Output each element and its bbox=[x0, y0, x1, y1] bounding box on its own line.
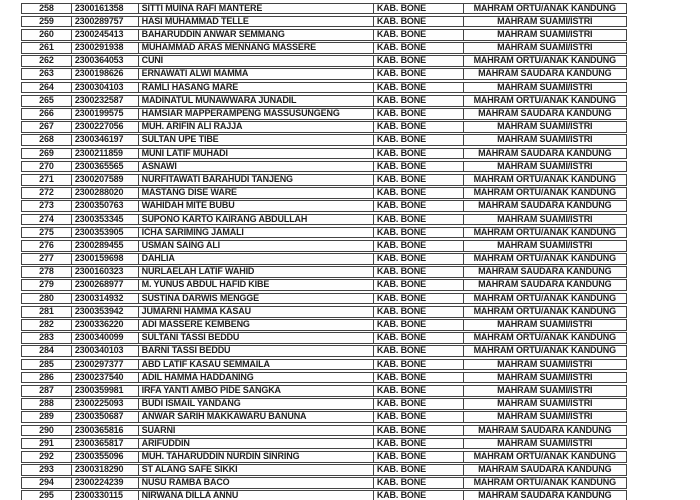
table-row bbox=[21, 108, 627, 120]
cell-person-name: SUARNI bbox=[139, 426, 374, 436]
cell-mahram-type: MAHRAM SUAMI/ISTRI bbox=[497, 29, 593, 39]
table-row bbox=[21, 121, 627, 133]
table-row bbox=[21, 319, 627, 331]
cell-mahram-type: MAHRAM ORTU/ANAK KANDUNG bbox=[473, 333, 616, 343]
cell-regency: KAB. BONE bbox=[374, 307, 464, 317]
table-row bbox=[21, 464, 627, 476]
cell-regency: KAB. BONE bbox=[374, 294, 464, 304]
cell-mahram-type: MAHRAM SAUDARA KANDUNG bbox=[478, 69, 612, 79]
cell-registration-id: 2300297377 bbox=[72, 360, 139, 370]
cell-row-number: 284 bbox=[22, 346, 72, 356]
cell-registration-id: 2300224239 bbox=[72, 478, 139, 488]
cell-row-number: 278 bbox=[22, 267, 72, 277]
table-row bbox=[21, 385, 627, 397]
cell-row-number: 283 bbox=[22, 333, 72, 343]
cell-person-name: ADIL HAMMA HADDANING bbox=[139, 373, 374, 383]
cell-person-name: MUHAMMAD ARAS MENNANG MASSERE bbox=[139, 43, 374, 53]
cell-regency: KAB. BONE bbox=[374, 333, 464, 343]
cell-row-number: 287 bbox=[22, 386, 72, 396]
cell-row-number: 272 bbox=[22, 188, 72, 198]
cell-mahram-type: MAHRAM SUAMI/ISTRI bbox=[497, 359, 593, 369]
table-row bbox=[21, 16, 627, 28]
cell-row-number: 269 bbox=[22, 149, 72, 159]
cell-mahram-type: MAHRAM SUAMI/ISTRI bbox=[497, 122, 593, 132]
table-row bbox=[21, 95, 627, 107]
cell-registration-id: 2300355096 bbox=[72, 452, 139, 462]
cell-row-number: 271 bbox=[22, 175, 72, 185]
cell-person-name: MUNI LATIF MUHADI bbox=[139, 149, 374, 159]
cell-regency: KAB. BONE bbox=[374, 254, 464, 264]
cell-regency: KAB. BONE bbox=[374, 478, 464, 488]
cell-row-number: 291 bbox=[22, 439, 72, 449]
cell-person-name: MUH. TAHARUDDIN NURDIN SINRING bbox=[139, 452, 374, 462]
table-row bbox=[21, 293, 627, 305]
cell-registration-id: 2300268977 bbox=[72, 280, 139, 290]
table-row bbox=[21, 490, 627, 500]
cell-row-number: 273 bbox=[22, 201, 72, 211]
cell-mahram-type: MAHRAM SAUDARA KANDUNG bbox=[478, 267, 612, 277]
cell-registration-id: 2300199575 bbox=[72, 109, 139, 119]
cell-regency: KAB. BONE bbox=[374, 320, 464, 330]
cell-mahram-type: MAHRAM SAUDARA KANDUNG bbox=[478, 148, 612, 158]
cell-person-name: ABD LATIF KASAU SEMMAILA bbox=[139, 360, 374, 370]
cell-registration-id: 2300225093 bbox=[72, 399, 139, 409]
cell-registration-id: 2300207589 bbox=[72, 175, 139, 185]
cell-mahram-type: MAHRAM SAUDARA KANDUNG bbox=[478, 465, 612, 475]
cell-row-number: 270 bbox=[22, 162, 72, 172]
cell-regency: KAB. BONE bbox=[374, 4, 464, 14]
cell-row-number: 286 bbox=[22, 373, 72, 383]
cell-regency: KAB. BONE bbox=[374, 452, 464, 462]
cell-mahram-type: MAHRAM SAUDARA KANDUNG bbox=[478, 425, 612, 435]
cell-regency: KAB. BONE bbox=[374, 96, 464, 106]
cell-row-number: 262 bbox=[22, 56, 72, 66]
table-row bbox=[21, 359, 627, 371]
cell-row-number: 275 bbox=[22, 228, 72, 238]
cell-registration-id: 2300330115 bbox=[72, 491, 139, 500]
cell-registration-id: 2300159698 bbox=[72, 254, 139, 264]
cell-regency: KAB. BONE bbox=[374, 373, 464, 383]
table-row bbox=[21, 55, 627, 67]
cell-registration-id: 2300232587 bbox=[72, 96, 139, 106]
cell-row-number: 266 bbox=[22, 109, 72, 119]
table-row bbox=[21, 306, 627, 318]
cell-regency: KAB. BONE bbox=[374, 426, 464, 436]
cell-row-number: 294 bbox=[22, 478, 72, 488]
cell-mahram-type: MAHRAM ORTU/ANAK KANDUNG bbox=[473, 174, 616, 184]
cell-regency: KAB. BONE bbox=[374, 228, 464, 238]
cell-registration-id: 2300353942 bbox=[72, 307, 139, 317]
cell-regency: KAB. BONE bbox=[374, 30, 464, 40]
table-row bbox=[21, 200, 627, 212]
cell-regency: KAB. BONE bbox=[374, 83, 464, 93]
cell-person-name: ERNAWATI ALWI MAMMA bbox=[139, 69, 374, 79]
cell-mahram-type: MAHRAM SUAMI/ISTRI bbox=[497, 135, 593, 145]
cell-mahram-type: MAHRAM ORTU/ANAK KANDUNG bbox=[473, 293, 616, 303]
cell-registration-id: 2300359981 bbox=[72, 386, 139, 396]
cell-registration-id: 2300346197 bbox=[72, 135, 139, 145]
cell-regency: KAB. BONE bbox=[374, 491, 464, 500]
cell-row-number: 288 bbox=[22, 399, 72, 409]
cell-registration-id: 2300291938 bbox=[72, 43, 139, 53]
cell-row-number: 282 bbox=[22, 320, 72, 330]
cell-row-number: 281 bbox=[22, 307, 72, 317]
cell-row-number: 293 bbox=[22, 465, 72, 475]
table-row bbox=[21, 227, 627, 239]
cell-mahram-type: MAHRAM ORTU/ANAK KANDUNG bbox=[473, 56, 616, 66]
cell-registration-id: 2300227056 bbox=[72, 122, 139, 132]
cell-regency: KAB. BONE bbox=[374, 386, 464, 396]
cell-mahram-type: MAHRAM SUAMI/ISTRI bbox=[497, 372, 593, 382]
cell-regency: KAB. BONE bbox=[374, 439, 464, 449]
cell-registration-id: 2300289757 bbox=[72, 17, 139, 27]
cell-mahram-type: MAHRAM SUAMI/ISTRI bbox=[497, 438, 593, 448]
cell-row-number: 265 bbox=[22, 96, 72, 106]
table-row bbox=[21, 42, 627, 54]
cell-person-name: MUH. ARIFIN ALI RAJJA bbox=[139, 122, 374, 132]
cell-mahram-type: MAHRAM SUAMI/ISTRI bbox=[497, 240, 593, 250]
cell-row-number: 289 bbox=[22, 412, 72, 422]
cell-mahram-type: MAHRAM SUAMI/ISTRI bbox=[497, 16, 593, 26]
cell-person-name: DAHLIA bbox=[139, 254, 374, 264]
cell-mahram-type: MAHRAM SUAMI/ISTRI bbox=[497, 82, 593, 92]
cell-mahram-type: MAHRAM SAUDARA KANDUNG bbox=[478, 201, 612, 211]
cell-row-number: 277 bbox=[22, 254, 72, 264]
cell-registration-id: 2300340099 bbox=[72, 333, 139, 343]
cell-regency: KAB. BONE bbox=[374, 188, 464, 198]
cell-person-name: ST ALANG SAFE SIKKI bbox=[139, 465, 374, 475]
cell-mahram-type: MAHRAM SUAMI/ISTRI bbox=[497, 412, 593, 422]
table-row bbox=[21, 161, 627, 173]
cell-regency: KAB. BONE bbox=[374, 69, 464, 79]
cell-row-number: 263 bbox=[22, 69, 72, 79]
cell-registration-id: 2300364053 bbox=[72, 56, 139, 66]
cell-person-name: SULTAN UPE TIBE bbox=[139, 135, 374, 145]
cell-person-name: NIRWANA DILLA ANNU bbox=[139, 491, 374, 500]
cell-person-name: BARNI TASSI BEDDU bbox=[139, 346, 374, 356]
cell-regency: KAB. BONE bbox=[374, 241, 464, 251]
cell-regency: KAB. BONE bbox=[374, 17, 464, 27]
cell-person-name: SULTANI TASSI BEDDU bbox=[139, 333, 374, 343]
cell-person-name: JUMARNI HAMMA KASAU bbox=[139, 307, 374, 317]
cell-registration-id: 2300353345 bbox=[72, 215, 139, 225]
table-row bbox=[21, 240, 627, 252]
cell-registration-id: 2300318290 bbox=[72, 465, 139, 475]
cell-person-name: SUPONO KARTO KAIRANG ABDULLAH bbox=[139, 215, 374, 225]
cell-registration-id: 2300245413 bbox=[72, 30, 139, 40]
cell-row-number: 280 bbox=[22, 294, 72, 304]
table-row bbox=[21, 3, 627, 15]
cell-regency: KAB. BONE bbox=[374, 162, 464, 172]
table-row bbox=[21, 148, 627, 160]
cell-regency: KAB. BONE bbox=[374, 412, 464, 422]
cell-row-number: 276 bbox=[22, 241, 72, 251]
cell-row-number: 259 bbox=[22, 17, 72, 27]
cell-person-name: CUNI bbox=[139, 56, 374, 66]
cell-registration-id: 2300161358 bbox=[72, 4, 139, 14]
cell-regency: KAB. BONE bbox=[374, 175, 464, 185]
cell-person-name: USMAN SAING ALI bbox=[139, 241, 374, 251]
cell-row-number: 261 bbox=[22, 43, 72, 53]
table-row bbox=[21, 398, 627, 410]
cell-row-number: 292 bbox=[22, 452, 72, 462]
cell-mahram-type: MAHRAM ORTU/ANAK KANDUNG bbox=[473, 478, 616, 488]
cell-regency: KAB. BONE bbox=[374, 109, 464, 119]
table-row bbox=[21, 425, 627, 437]
cell-person-name: ANWAR SARIH MAKKAWARU BANUNA bbox=[139, 412, 374, 422]
cell-person-name: ADI MASSERE KEMBENG bbox=[139, 320, 374, 330]
table-row bbox=[21, 332, 627, 344]
cell-regency: KAB. BONE bbox=[374, 346, 464, 356]
registry-table bbox=[21, 3, 627, 500]
cell-person-name: MASTANG DISE WARE bbox=[139, 188, 374, 198]
cell-mahram-type: MAHRAM SAUDARA KANDUNG bbox=[478, 109, 612, 118]
cell-person-name: ARIFUDDIN bbox=[139, 439, 374, 449]
table-row bbox=[21, 134, 627, 146]
cell-mahram-type: MAHRAM ORTU/ANAK KANDUNG bbox=[473, 95, 616, 105]
cell-row-number: 290 bbox=[22, 426, 72, 436]
table-row bbox=[21, 279, 627, 291]
cell-regency: KAB. BONE bbox=[374, 56, 464, 66]
cell-row-number: 274 bbox=[22, 215, 72, 225]
cell-mahram-type: MAHRAM SAUDARA KANDUNG bbox=[478, 491, 612, 500]
cell-mahram-type: MAHRAM SUAMI/ISTRI bbox=[497, 214, 593, 224]
cell-registration-id: 2300350763 bbox=[72, 201, 139, 211]
cell-person-name: M. YUNUS ABDUL HAFID KIBE bbox=[139, 280, 374, 290]
cell-row-number: 258 bbox=[22, 4, 72, 14]
cell-regency: KAB. BONE bbox=[374, 135, 464, 145]
cell-person-name: ASNAWI bbox=[139, 162, 374, 172]
cell-person-name: ICHA SARIMING JAMALI bbox=[139, 228, 374, 238]
cell-registration-id: 2300365565 bbox=[72, 162, 139, 172]
cell-row-number: 264 bbox=[22, 83, 72, 93]
table-row bbox=[21, 345, 627, 357]
table-row bbox=[21, 187, 627, 199]
cell-mahram-type: MAHRAM ORTU/ANAK KANDUNG bbox=[473, 188, 616, 198]
cell-registration-id: 2300160323 bbox=[72, 267, 139, 277]
cell-registration-id: 2300365816 bbox=[72, 426, 139, 436]
cell-mahram-type: MAHRAM SAUDARA KANDUNG bbox=[478, 280, 612, 290]
cell-regency: KAB. BONE bbox=[374, 465, 464, 475]
table-row bbox=[21, 82, 627, 94]
cell-regency: KAB. BONE bbox=[374, 122, 464, 132]
cell-person-name: NURFITAWATI BARAHUDI TANJENG bbox=[139, 175, 374, 185]
cell-person-name: WAHIDAH MITE BUBU bbox=[139, 201, 374, 211]
table-row bbox=[21, 266, 627, 278]
cell-row-number: 267 bbox=[22, 122, 72, 132]
cell-row-number: 279 bbox=[22, 280, 72, 290]
cell-registration-id: 2300289455 bbox=[72, 241, 139, 251]
cell-mahram-type: MAHRAM SUAMI/ISTRI bbox=[497, 161, 593, 171]
cell-regency: KAB. BONE bbox=[374, 360, 464, 370]
cell-registration-id: 2300314932 bbox=[72, 294, 139, 304]
cell-registration-id: 2300340103 bbox=[72, 346, 139, 356]
cell-mahram-type: MAHRAM ORTU/ANAK KANDUNG bbox=[473, 3, 616, 13]
cell-registration-id: 2300198626 bbox=[72, 69, 139, 79]
cell-person-name: SUSTINA DARWIS MENGGE bbox=[139, 294, 374, 304]
cell-mahram-type: MAHRAM SUAMI/ISTRI bbox=[497, 43, 593, 53]
table-row bbox=[21, 253, 627, 265]
cell-person-name: MADINATUL MUNAWWARA JUNADIL bbox=[139, 96, 374, 106]
cell-regency: KAB. BONE bbox=[374, 149, 464, 159]
table-row bbox=[21, 68, 627, 80]
cell-mahram-type: MAHRAM ORTU/ANAK KANDUNG bbox=[473, 306, 616, 316]
cell-registration-id: 2300365817 bbox=[72, 439, 139, 449]
cell-regency: KAB. BONE bbox=[374, 215, 464, 225]
cell-mahram-type: MAHRAM SUAMI/ISTRI bbox=[497, 320, 593, 329]
cell-person-name: SITTI MUINA RAFI MANTERE bbox=[139, 4, 374, 14]
cell-mahram-type: MAHRAM ORTU/ANAK KANDUNG bbox=[473, 346, 616, 356]
table-row bbox=[21, 214, 627, 226]
table-row bbox=[21, 477, 627, 489]
table-row bbox=[21, 372, 627, 384]
cell-row-number: 260 bbox=[22, 30, 72, 40]
cell-person-name: BAHARUDDIN ANWAR SEMMANG bbox=[139, 30, 374, 40]
cell-person-name: HAMSIAR MAPPERAMPENG MASSUSUNGENG bbox=[139, 109, 374, 119]
table-row bbox=[21, 29, 627, 41]
cell-registration-id: 2300353905 bbox=[72, 228, 139, 238]
cell-registration-id: 2300211859 bbox=[72, 149, 139, 159]
cell-row-number: 285 bbox=[22, 360, 72, 370]
cell-mahram-type: MAHRAM SUAMI/ISTRI bbox=[497, 399, 593, 409]
cell-mahram-type: MAHRAM SUAMI/ISTRI bbox=[497, 385, 593, 395]
cell-person-name: HASI MUHAMMAD TELLE bbox=[139, 17, 374, 27]
cell-person-name: NUSU RAMBA BACO bbox=[139, 478, 374, 488]
cell-registration-id: 2300237540 bbox=[72, 373, 139, 383]
cell-person-name: RAMLI HASANG MARE bbox=[139, 83, 374, 93]
cell-mahram-type: MAHRAM ORTU/ANAK KANDUNG bbox=[473, 254, 616, 264]
cell-regency: KAB. BONE bbox=[374, 267, 464, 277]
cell-registration-id: 2300336220 bbox=[72, 320, 139, 330]
cell-mahram-type: MAHRAM ORTU/ANAK KANDUNG bbox=[473, 227, 616, 237]
cell-registration-id: 2300304103 bbox=[72, 83, 139, 93]
cell-person-name: IRFA YANTI AMBO PIDE SANGKA bbox=[139, 386, 374, 396]
table-row bbox=[21, 451, 627, 463]
cell-regency: KAB. BONE bbox=[374, 280, 464, 290]
cell-person-name: BUDI ISMAIL YANDANG bbox=[139, 399, 374, 409]
cell-registration-id: 2300288020 bbox=[72, 188, 139, 198]
cell-person-name: NURLAELAH LATIF WAHID bbox=[139, 267, 374, 277]
cell-regency: KAB. BONE bbox=[374, 399, 464, 409]
table-row bbox=[21, 438, 627, 450]
table-row bbox=[21, 174, 627, 186]
cell-row-number: 268 bbox=[22, 135, 72, 145]
cell-regency: KAB. BONE bbox=[374, 43, 464, 53]
cell-row-number: 295 bbox=[22, 491, 72, 500]
cell-mahram-type: MAHRAM ORTU/ANAK KANDUNG bbox=[473, 451, 616, 461]
cell-registration-id: 2300350687 bbox=[72, 412, 139, 422]
table-row bbox=[21, 411, 627, 423]
cell-regency: KAB. BONE bbox=[374, 201, 464, 211]
